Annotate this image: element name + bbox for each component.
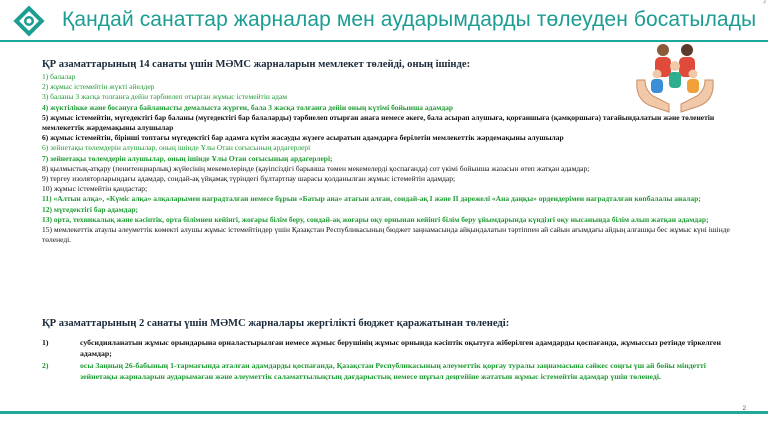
corner-mark: # — [763, 0, 766, 6]
page-title: Қандай санаттар жарналар мен аударымдарды төлеуден босатылады — [62, 8, 757, 31]
list-item: 15) мемлекеттік атаулы әлеуметтік көмекті алушы жұмыс істемейтіндер үшін Қазақстан Республикасының бюджет заңнамасында айқындалатын тәртіппен ай сайын ағымдағы айдың алғашқы бес жұмыс күні ішінде төленеді. — [42, 225, 730, 245]
footer — [0, 414, 768, 432]
list-item: 13) орта, техникалық және кәсіптік, орта білімнен кейінгі, жоғары білім беру, сондай-ақ жоғары оқу орнынан кейінгі білім беру ұйымдарында күндізгі оқу нысанында білім алып жатқан адамдар; — [42, 214, 709, 224]
list-item: 8) қылмыстық-атқару (пенитенциарлық) жүйесінің мекемелерінде (қауіпсіздігі барынша төмен мекемелерді қоспағанда) сот үкімі бойынша жазасын өтеп жатқан адамдар; — [42, 163, 590, 173]
list-item-number: 2) — [42, 361, 49, 371]
section-2-heading: ҚР азаматтарының 2 санаты үшін МӘМС жарналары жергілікті бюджет қаражатынан төленеді: — [42, 318, 510, 329]
list-item: 11) «Алтын алқа», «Күміс алқа» алқаларымен наградталған немесе бұрын «Батыр ана» атағын алған, сондай-ақ I және II дәрежелі «Ана даңқы» ордендерімен наградталған көпбалалы аналар; — [42, 194, 701, 204]
section-1-list — [42, 72, 742, 245]
section-1 — [42, 58, 742, 245]
page-number: 2 — [742, 406, 746, 412]
list-item — [42, 338, 722, 359]
section-1-heading: ҚР азаматтарының 14 санаты үшін МӘМС жарналарын мемлекет төлейді, оның ішінде: — [42, 59, 471, 70]
list-item: 4) жүктілікке және босануға байланысты демалыста жүрген, бала 3 жасқа толғанға дейін оның күтімі бойынша адамдар — [42, 102, 454, 112]
logo-icon — [12, 4, 46, 38]
list-item: 3) баланы 3 жасқа толғанға дейін тәрбиелеп отырған жұмыс істемейтін адам — [42, 92, 288, 102]
list-item: 6) зейнетақы төлемдерін алушылар, оның ішінде Ұлы Отан соғысының ардагерлері — [42, 143, 311, 153]
list-item: 9) тергеу изоляторларындағы адамдар, сондай-ақ үйқамақ түріндегі бұлтартпау шарасы қолданылған жұмыс істемейтін адамдар; — [42, 174, 456, 184]
list-item: 1) балалар — [42, 72, 76, 81]
list-item-text: осы Заңның 26-бабының 1-тармағында аталған адамдарды қоспағанда, Қазақстан Республикасының әлеуметтік қорғау туралы заңнамасына сәйкес соңғы үш ай бойы міндетті зейнетақы жарналарын аударымаған және әлеуметтік саламаттылықтың дағдарыстық немесе шұғыл деңгейіне жататын жұмыс істемейтін адамдар үшін төленеді. — [80, 361, 706, 381]
list-item: 6) жұмыс істемейтін, бірінші топтағы мүгедектігі бар адамға күтім жасауды жүзеге асыратын адамдарға берілетін мемлекеттік жәрдемақыны алушылар — [42, 133, 564, 143]
list-item: 10) жұмыс істемейтін қандастар; — [42, 184, 148, 194]
list-item — [42, 361, 722, 382]
list-item: 2) жұмыс істемейтін жүкті әйелдер — [42, 82, 155, 92]
list-item-text: субсидияланатын жұмыс орындарына орналастырылған немесе жұмыс берушінің жұмыс орнында кәсіптік оқытуға жіберілген адамдарды қоспағанда, жұмыссыз ретінде тіркелген адамдар; — [80, 338, 721, 358]
title-bar — [0, 0, 768, 42]
list-item: 12) мүгедектігі бар адамдар; — [42, 204, 139, 214]
list-item-number: 1) — [42, 338, 49, 347]
section-2-list — [42, 338, 722, 382]
list-item: 5) жұмыс істемейтін, мүгедектігі бар баланы (мүгедектігі бар балаларды) тәрбиелеп отырған анаға немесе әкеге, бала асырап алушыға, қорғаншыға (қамқоршыға) тағайындалатын және төленетін мемлекеттік жәрдемақыны алушылар — [42, 112, 715, 133]
list-item: 7) зейнетақы төлемдерін алушылар, оның ішінде Ұлы Отан соғысының ардагерлері; — [42, 153, 333, 163]
